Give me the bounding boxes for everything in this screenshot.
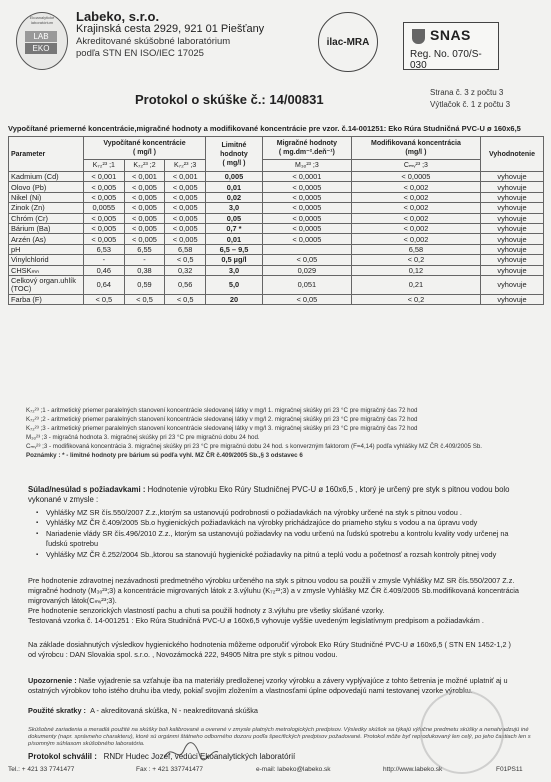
- cell-limit: 0,7 *: [205, 223, 262, 233]
- evaluation-para-3: Testovaná vzorka č. 14-001251 : Eko Rúra Studničná PVC-U ø 160x6,5 vyhovuje vyššie uvedeným legislatívnym predpisom a požiadavkám .: [28, 616, 484, 625]
- cell-limit: 20: [205, 294, 262, 304]
- cell-migration: < 0,0005: [262, 192, 351, 202]
- lab-stamp: [420, 690, 504, 774]
- conclusion-line-1: Na základe dosiahnutých výsledkov hygienického hodnotenia môžeme odporučiť výrobok Eko Rúry Studničné PVC-U ø 160x6,5 ( STN EN 1452-1,2 ): [28, 640, 511, 649]
- note-k2: K₇₂²³ ;2 - aritmetický priemer paralelných stanovení koncentrácie sledovanej látky v mg/l 2. migračnej skúšky pri 23 °C pre migračný čas 72 hod: [26, 416, 418, 423]
- abbreviations-section: [28, 706, 258, 715]
- ilac-mra-logo: [318, 12, 378, 72]
- list-item: ▪ Vyhlášky MZ ČR č.409/2005 Sb.o hygienických požiadavkách na výrobky prichádzajúce do priameho styku s vodou a na úpravu vody: [36, 518, 531, 528]
- cell-parameter: Zinok (Zn): [9, 203, 84, 213]
- company-block: [76, 10, 264, 59]
- cell-k3: < 0,5: [165, 294, 206, 304]
- note-remarks: Poznámky : * - limitné hodnoty pre bárium sú podľa vyhl. MZ ČR č.409/2005 Sb.,§ 3 odstavec 6: [26, 452, 303, 459]
- footer-email[interactable]: e-mail: labeko@labeko.sk: [256, 766, 331, 773]
- list-item: ▪ Nariadenie vlády SR čís.496/2010 Z.z., ktorým sa ustanovujú požiadavky na vodu určenú na ľudskú spotrebu a kontrolu kvality vody určenej na ľudskú spotrebu: [36, 529, 531, 550]
- approver-name: RNDr Hudec Jozef, vedúci Ekoanalytických laboratórií: [103, 752, 296, 761]
- table-row: [9, 294, 544, 304]
- cell-modified: < 0,002: [351, 203, 480, 213]
- cell-k1: 6,53: [84, 244, 125, 254]
- cell-k1: 0,46: [84, 265, 125, 275]
- th-k3: K₇₂²³ ;3: [165, 159, 206, 171]
- cell-modified: 0,21: [351, 275, 480, 294]
- cell-k3: 0,32: [165, 265, 206, 275]
- th-modified: [351, 137, 480, 160]
- footer-web[interactable]: http://www.labeko.sk: [383, 766, 443, 773]
- th-mod-unit: (mg/l ): [405, 148, 427, 156]
- cell-k1: < 0,005: [84, 192, 125, 202]
- cell-evaluation: vyhovuje: [481, 182, 544, 192]
- cell-parameter: Olovo (Pb): [9, 182, 84, 192]
- standard-line: podľa STN EN ISO/IEC 17025: [76, 47, 204, 59]
- cell-k2: < 0,005: [124, 213, 165, 223]
- th-concentrations: [84, 137, 206, 160]
- cell-modified: < 0,002: [351, 213, 480, 223]
- note-m: M₃ₒ²³ ;3 - migračná hodnota 3. migračnej skúšky pri 23 °C pre migračnú dobu 24 hod.: [26, 434, 260, 441]
- cell-evaluation: vyhovuje: [481, 213, 544, 223]
- th-limit-label: Limitné hodnoty: [220, 141, 248, 158]
- cell-parameter: Celkový organ.uhlík (TOC): [9, 275, 84, 294]
- th-migration: [262, 137, 351, 160]
- th-c: Cₘᵥ²³ ;3: [351, 159, 480, 171]
- cell-migration: 0,051: [262, 275, 351, 294]
- abbreviations-text: A - akreditovaná skúška, N - neakreditovaná skúška: [90, 706, 258, 715]
- snas-box: [403, 22, 499, 70]
- cell-limit: 5,0: [205, 275, 262, 294]
- snas-label: SNAS: [430, 27, 471, 43]
- cell-limit: 0,01: [205, 182, 262, 192]
- warning-label: Upozornenie :: [28, 676, 77, 685]
- cell-k2: < 0,5: [124, 294, 165, 304]
- cell-k2: -: [124, 255, 165, 265]
- cell-k2: < 0,005: [124, 192, 165, 202]
- cell-modified: < 0,002: [351, 182, 480, 192]
- table-row: [9, 172, 544, 182]
- cell-migration: < 0,05: [262, 255, 351, 265]
- cell-limit: 0,5 µg/l: [205, 255, 262, 265]
- th-mig-unit: ( mg.dm⁻².deň⁻¹): [278, 148, 335, 156]
- cell-limit: 3,0: [205, 265, 262, 275]
- compliance-text: Hodnotenie výrobku Eko Rúry Studničnej PVC-U ø 160x6,5 , ktorý je určený pre styk s pitnou vodou bolo vykonané v zmysle :: [28, 485, 510, 504]
- table-caption: Vypočítané priemerné koncentrácie,migračné hodnoty a modifikované koncentrácie pre vzor. č.14-001251: Eko Rúra Studničná PVC-U ø 160x6,5: [8, 124, 521, 133]
- conclusion-section: [28, 640, 528, 660]
- cell-evaluation: vyhovuje: [481, 255, 544, 265]
- cell-parameter: Farba (F): [9, 294, 84, 304]
- page-line: Strana č. 3 z počtu 3: [430, 88, 504, 97]
- cell-migration: < 0,05: [262, 294, 351, 304]
- accreditation-line: Akreditované skúšobné laboratórium: [76, 36, 231, 47]
- list-item: ▪ Vyhlášky MZ SR čís.550/2007 Z.z.,ktorým sa ustanovujú podrobnosti o požiadavkách na výrobky určené na styk s pitnou vodou .: [36, 508, 531, 518]
- th-m: M₃ₒ²³ ;3: [262, 159, 351, 171]
- evaluation-section: [28, 576, 528, 626]
- table-notes: [26, 406, 546, 460]
- table-row: [9, 223, 544, 233]
- warning-text: Naše vyjadrenie sa vzťahuje iba na materiály predloženej vzorky výrobku a závery vyplývajúce z tohto šetrenia je možné uplatniť aj u ostatných výrobkov toho istého druhu iba vtedy, pokiaľ svojím zložením a vlastnosťami úplne odpovedajú nami testovanej vzorke výrobku.: [28, 676, 508, 695]
- note-k3: K₇₂²³ ;3 - aritmetický priemer paralelných stanovení koncentrácie sledovanej látky v mg/l 3. migračnej skúšky pri 23 °C pre migračný čas 72 hod: [26, 425, 418, 432]
- footer-fax: Fax : + 421 337741477: [136, 766, 204, 773]
- cell-limit: 0,02: [205, 192, 262, 202]
- company-address: Krajinská cesta 2929, 921 01 Piešťany: [76, 23, 265, 35]
- evaluation-para-2: Pre hodnotenie senzorických vlastností pachu a chuti sa použili hodnoty z 3.výluhu pre všetky skúšané vzorky.: [28, 606, 385, 615]
- cell-parameter: Bárium (Ba): [9, 223, 84, 233]
- cell-k1: < 0,005: [84, 234, 125, 244]
- cell-migration: < 0,0005: [262, 213, 351, 223]
- cell-migration: < 0,0005: [262, 203, 351, 213]
- table-row: [9, 203, 544, 213]
- note-k1: K₇₂²³ ;1 - aritmetický priemer paralelných stanovení koncentrácie sledovanej látky v mg/l 1. migračnej skúšky pri 23 °C pre migračný čas 72 hod: [26, 407, 418, 414]
- th-conc-label: Vypočítané koncentrácie: [103, 139, 186, 147]
- ilac-label: ilac-MRA: [326, 36, 370, 48]
- cell-k3: < 0,005: [165, 223, 206, 233]
- cell-evaluation: vyhovuje: [481, 223, 544, 233]
- cell-modified: < 0,002: [351, 234, 480, 244]
- cell-k3: < 0,005: [165, 192, 206, 202]
- company-name: Labeko, s.r.o.: [76, 9, 160, 24]
- th-parameter: Parameter: [9, 137, 84, 172]
- approval-line: [28, 752, 295, 761]
- cell-evaluation: vyhovuje: [481, 265, 544, 275]
- labeko-logo: [16, 12, 68, 70]
- cell-evaluation: vyhovuje: [481, 234, 544, 244]
- approval-label: Protokol schválil :: [28, 752, 97, 761]
- cell-parameter: CHSKₘₙ: [9, 265, 84, 275]
- regulation-list: [36, 508, 531, 560]
- cell-k2: < 0,001: [124, 172, 165, 182]
- cell-evaluation: vyhovuje: [481, 192, 544, 202]
- cell-k3: < 0,005: [165, 213, 206, 223]
- cell-limit: 0,05: [205, 213, 262, 223]
- abbreviations-label: Použité skratky :: [28, 706, 86, 715]
- list-item: ▪ Vyhlášky MZ ČR č.252/2004 Sb.,ktorou sa stanovujú hygienické požiadavky na pitnú a teplú vodu a početnosť a rozsah kontroly pitnej vody: [36, 550, 531, 560]
- cell-modified: < 0,2: [351, 294, 480, 304]
- cell-migration: < 0,0001: [262, 172, 351, 182]
- cell-k2: < 0,005: [124, 203, 165, 213]
- cell-k1: 0,0055: [84, 203, 125, 213]
- th-k2: K₇₂²³ ;2: [124, 159, 165, 171]
- cell-parameter: Vinylchlorid: [9, 255, 84, 265]
- cell-k3: < 0,005: [165, 203, 206, 213]
- compliance-section: [28, 485, 533, 505]
- cell-k3: < 0,5: [165, 255, 206, 265]
- cell-k1: < 0,005: [84, 182, 125, 192]
- cell-k1: < 0,005: [84, 223, 125, 233]
- cell-k2: 0,59: [124, 275, 165, 294]
- table-row: [9, 213, 544, 223]
- small-print: Skúšobné zariadenia a meradlá použité na skúšky boli kalibrované a overené v zmysle platných metrologických predpisov. Výsledky skúšok sa týkajú výlučne predmetu skúšky a nenahradzujú iné dokumenty (napr. správneho charakteru), ktoré sú orgánmi štátneho odborného dozoru podľa špecifických predpisov požadované. Protokol môže byť reprodukovaný len celý, po jeho častiach len s písomným súhlasom skúšobného laboratória.: [28, 727, 531, 748]
- cell-parameter: Chróm (Cr): [9, 213, 84, 223]
- cell-evaluation: vyhovuje: [481, 244, 544, 254]
- cell-modified: < 0,0005: [351, 172, 480, 182]
- cell-k2: < 0,005: [124, 223, 165, 233]
- protocol-title: Protokol o skúške č.: 14/00831: [135, 92, 324, 107]
- cell-k1: < 0,5: [84, 294, 125, 304]
- cell-parameter: Nikel (Ni): [9, 192, 84, 202]
- cell-k1: -: [84, 255, 125, 265]
- table-row: [9, 192, 544, 202]
- results-table: [8, 136, 544, 305]
- cell-evaluation: vyhovuje: [481, 275, 544, 294]
- table-row: [9, 265, 544, 275]
- cell-migration: < 0,0005: [262, 234, 351, 244]
- cell-modified: 0,12: [351, 265, 480, 275]
- cell-evaluation: vyhovuje: [481, 172, 544, 182]
- cell-evaluation: vyhovuje: [481, 294, 544, 304]
- cell-k1: < 0,001: [84, 172, 125, 182]
- cell-k3: < 0,001: [165, 172, 206, 182]
- table-row: [9, 275, 544, 294]
- conclusion-line-2: od výrobcu : DAN Slovakia spol. s.r.o. , Novozámocká 222, 94905 Nitra pre styk s pitnou vodou.: [28, 650, 338, 659]
- cell-k2: 6,55: [124, 244, 165, 254]
- cell-k2: 0,38: [124, 265, 165, 275]
- logo-lab-text: LAB: [25, 31, 57, 42]
- copy-line: Výtlačok č. 1 z počtu 3: [430, 100, 511, 109]
- table-row: [9, 255, 544, 265]
- footer-tel: Tel.: + 421 33 7741477: [8, 766, 75, 773]
- cell-k2: < 0,005: [124, 234, 165, 244]
- cell-k3: < 0,005: [165, 234, 206, 244]
- cell-parameter: pH: [9, 244, 84, 254]
- th-evaluation: Vyhodnotenie: [481, 137, 544, 172]
- cell-migration: [262, 244, 351, 254]
- cell-migration: < 0,0005: [262, 223, 351, 233]
- th-k1: K₇₂²³ ;1: [84, 159, 125, 171]
- cell-limit: 0,01: [205, 234, 262, 244]
- cell-parameter: Kadmium (Cd): [9, 172, 84, 182]
- cell-k1: < 0,005: [84, 213, 125, 223]
- compliance-label: Súlad/nesúlad s požiadavkami :: [28, 485, 146, 494]
- cell-k3: 6,58: [165, 244, 206, 254]
- th-conc-unit: ( mg/l ): [133, 148, 156, 156]
- page-info: [430, 87, 510, 111]
- cell-k2: < 0,005: [124, 182, 165, 192]
- cell-modified: 6,58: [351, 244, 480, 254]
- table-row: [9, 244, 544, 254]
- cell-limit: 3,0: [205, 203, 262, 213]
- logo-eko-text: EKO: [25, 43, 57, 54]
- cell-k3: < 0,005: [165, 182, 206, 192]
- cell-modified: < 0,2: [351, 255, 480, 265]
- th-limit: [205, 137, 262, 172]
- cell-k1: 0,64: [84, 275, 125, 294]
- cell-limit: 0,005: [205, 172, 262, 182]
- cell-modified: < 0,002: [351, 223, 480, 233]
- cell-parameter: Arzén (As): [9, 234, 84, 244]
- evaluation-para-1: Pre hodnotenie zdravotnej nezávadnosti predmetného výrobku určeného na styk s pitnou vodou sa použili v zmysle Vyhlášky MZ SR čís.550/2007 Z.z. migračné hodnoty (M₃ₒ²³;3) a koncentrácie migrovaných látok z 3.výluhu (K₇₂²³;3) a v zmysle Vyhlášky MZ ČR č.409/2005 Sb.modifikovaná koncentrácia migrovaných látok(Cₘᵥ²³;3).: [28, 576, 519, 605]
- cell-limit: 6,5 – 9,5: [205, 244, 262, 254]
- th-mod-label: Modifikovaná koncentrácia: [370, 139, 461, 147]
- registration-number: Reg. No. 070/S-030: [410, 49, 482, 71]
- note-c: Cₘᵥ²³ ;3 - modifikovaná koncentrácia 3. migračnej skúšky pri 23 °C pre migračnú dobu 24 hod. s konverzným faktorom (F=4,14) podľa vyhlášky MZ ČR č.409/2005 Sb.: [26, 443, 482, 450]
- cell-evaluation: vyhovuje: [481, 203, 544, 213]
- cell-migration: 0,029: [262, 265, 351, 275]
- cell-k3: 0,56: [165, 275, 206, 294]
- table-row: [9, 234, 544, 244]
- table-row: [9, 182, 544, 192]
- cell-modified: < 0,002: [351, 192, 480, 202]
- th-mig-label: Migračné hodnoty: [276, 139, 338, 147]
- logo-ring-text: Ekoanalytické laboratórium: [29, 15, 55, 25]
- shield-icon: [412, 29, 425, 44]
- th-limit-unit: ( mg/l ): [222, 159, 246, 167]
- cell-migration: < 0,0005: [262, 182, 351, 192]
- footer-code: F01PS11: [496, 766, 523, 773]
